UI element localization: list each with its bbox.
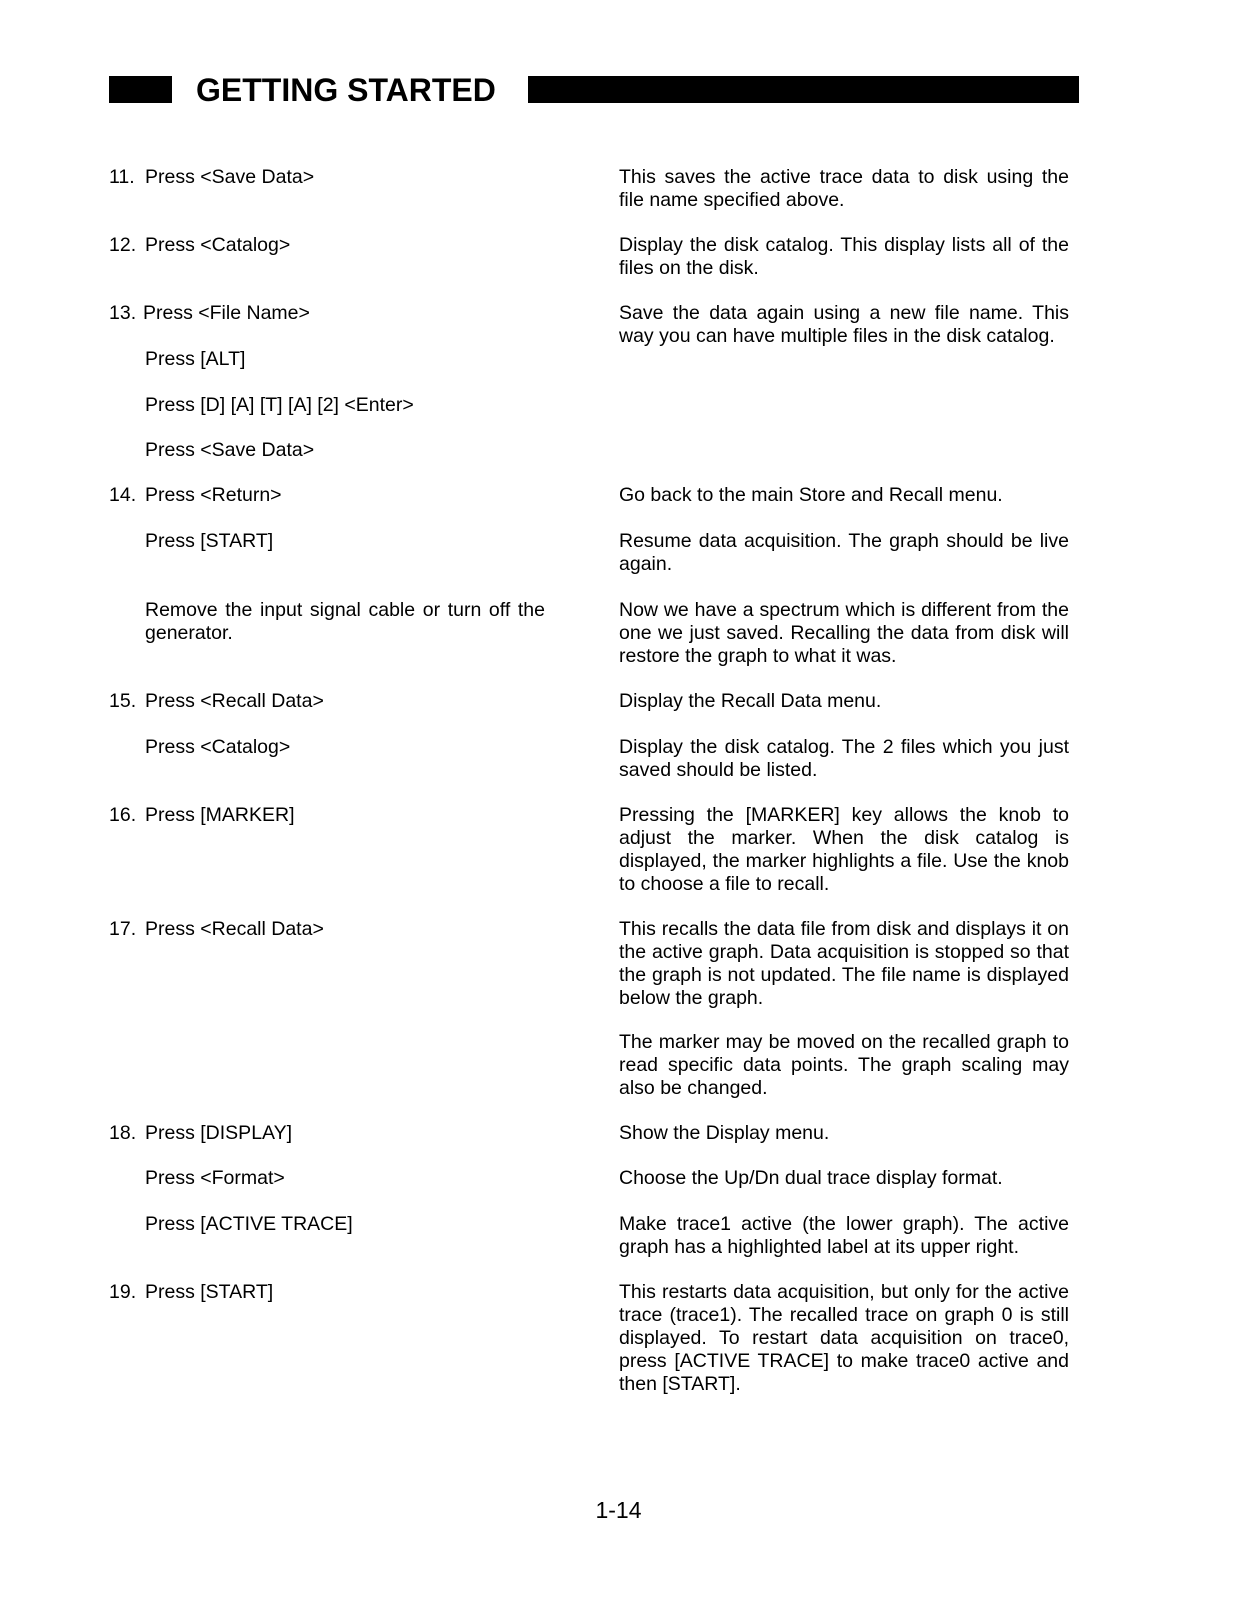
page-number: 1-14 (595, 1497, 642, 1523)
step-action (145, 234, 290, 257)
step-action (145, 1122, 292, 1145)
step-action (145, 599, 545, 645)
action-line: Press [DISPLAY] (145, 1122, 293, 1144)
action-line: Press <Recall Data> (145, 690, 324, 712)
step-number: 19. (109, 1281, 137, 1303)
step-description: This saves the active trace data to disk using the file name specified above. (619, 166, 1069, 211)
step-action (145, 166, 314, 189)
step-action (145, 484, 282, 507)
action-line: Press [ALT] (145, 348, 246, 370)
action-line: Press <Recall Data> (145, 918, 324, 940)
step-description: Choose the Up/Dn dual trace display format. (619, 1167, 1003, 1189)
step-description: Resume data acquisition. The graph should be live again. (619, 530, 1069, 575)
step-number: 11. (109, 166, 135, 188)
action-line: Press [START] (145, 1281, 274, 1303)
step-action (145, 1213, 353, 1236)
step-action (145, 1281, 273, 1304)
action-line: Press [MARKER] (145, 804, 295, 826)
step-number: 17. (109, 918, 137, 940)
step-number: 13. (109, 302, 137, 324)
action-line: Press [ACTIVE TRACE] (145, 1213, 353, 1235)
step-number: 15. (109, 690, 137, 712)
action-line: Press [START] (145, 530, 274, 552)
action-line: Press <Save Data> (145, 166, 315, 188)
action-line: Press <Save Data> (145, 439, 315, 461)
step-action (145, 804, 295, 827)
step-number: 12. (109, 234, 137, 256)
step-action (145, 736, 290, 759)
step-description: This recalls the data file from disk and displays it on the active graph. Data acquisition is stopped so that the graph is not updated. The file name is displayed below the graph. (619, 918, 1069, 1009)
step-action (145, 918, 324, 941)
step-action (145, 690, 324, 713)
step-action (143, 302, 310, 325)
step-description: Display the Recall Data menu. (619, 690, 882, 712)
step-action (145, 1167, 285, 1190)
step-number: 14. (109, 484, 137, 506)
step-description: Show the Display menu. (619, 1122, 830, 1144)
step-action (145, 530, 273, 553)
step-description: Go back to the main Store and Recall menu. (619, 484, 1003, 506)
action-line: Press <Catalog> (145, 736, 291, 758)
step-description: Now we have a spectrum which is different from the one we just saved. Recalling the data from disk will restore the graph to what it was. (619, 599, 1069, 667)
step-description: The marker may be moved on the recalled graph to read specific data points. The graph scaling may also be changed. (619, 1031, 1069, 1099)
action-line: Press [D] [A] [T] [A] [2] <Enter> (145, 394, 414, 416)
action-line: Press <Catalog> (145, 234, 291, 256)
step-description: This restarts data acquisition, but only for the active trace (trace1). The recalled trace on graph 0 is still displayed. To restart data acquisition on trace0, press [ACTIVE TRACE] to make trace0 active and then [START]. (619, 1281, 1069, 1395)
step-number: 16. (109, 804, 137, 826)
action-line: Remove the input signal cable or turn off the generator. (145, 599, 545, 644)
step-description: Pressing the [MARKER] key allows the knob to adjust the marker. When the disk catalog is displayed, the marker highlights a file. Use the knob to choose a file to recall. (619, 804, 1069, 895)
step-number: 18. (109, 1122, 137, 1144)
section-title: GETTING STARTED (196, 72, 496, 108)
action-line: Press <Return> (145, 484, 282, 506)
action-line: Press <Format> (145, 1167, 285, 1189)
step-description: Save the data again using a new file name. This way you can have multiple files in the disk catalog. (619, 302, 1069, 347)
step-description: Display the disk catalog. This display lists all of the files on the disk. (619, 234, 1069, 279)
step-description: Make trace1 active (the lower graph). The active graph has a highlighted label at its upper right. (619, 1213, 1069, 1258)
action-line: Press <File Name> (143, 302, 310, 324)
step-description: Display the disk catalog. The 2 files which you just saved should be listed. (619, 736, 1069, 781)
